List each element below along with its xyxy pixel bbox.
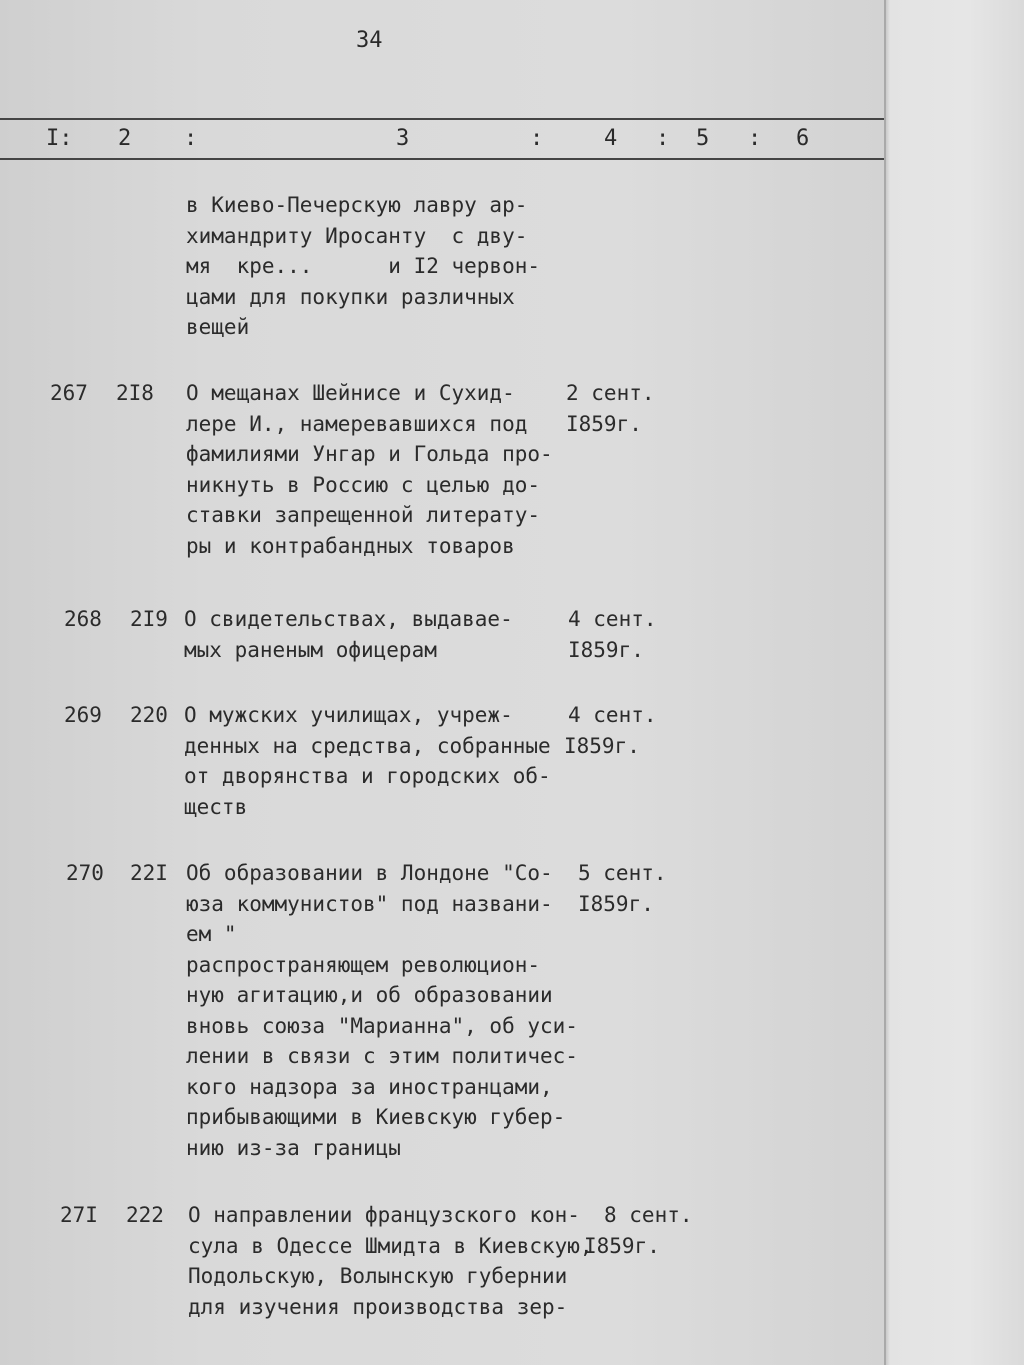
text-line: лении в связи с этим политичес- xyxy=(186,1044,578,1068)
header-sep-3: : xyxy=(656,126,670,151)
page-number: 34 xyxy=(356,28,383,53)
text-line: от дворянства и городских об- xyxy=(184,764,551,788)
header-sep-4: : xyxy=(748,126,762,151)
text-line: распространяющем революцион- xyxy=(186,952,541,977)
next-page-edge xyxy=(884,0,1024,1365)
header-col-3: 3 xyxy=(396,126,410,151)
entry-number: 268 xyxy=(64,607,102,631)
entry-number: 269 xyxy=(64,703,102,727)
text-line: фамилиями Унгар и Гольда про- xyxy=(186,442,553,466)
entry-description xyxy=(186,378,553,561)
header-col-1: I: xyxy=(46,126,73,151)
continuation-text xyxy=(186,190,540,343)
text-line: ем " xyxy=(186,922,237,946)
date-day: 8 сент. xyxy=(604,1203,693,1227)
entry-date xyxy=(578,858,667,919)
text-line: ную агитацию,и об образовании xyxy=(186,983,553,1007)
text-line: для изучения производства зер- xyxy=(188,1294,568,1319)
date-day: 4 сент. xyxy=(568,703,657,727)
text-line: О мужских училищах, учреж- xyxy=(184,703,513,727)
text-line: химандриту Иросанту с дву- xyxy=(186,223,528,248)
text-line: нию из-за границы xyxy=(186,1135,401,1160)
text-line: денных на средства, собранные xyxy=(184,733,551,758)
header-col-2: 2 xyxy=(118,126,132,151)
date-day: 4 сент. xyxy=(568,607,657,631)
text-line: ры и контрабандных товаров xyxy=(186,533,515,558)
entry-item: 22I xyxy=(130,861,168,885)
text-line: лере И., намеревавшихся под xyxy=(186,411,528,436)
entry-description xyxy=(184,604,513,665)
date-day: 2 сент. xyxy=(566,381,655,405)
entry-description xyxy=(186,858,578,1163)
text-line: никнуть в Россию с целью до- xyxy=(186,472,541,497)
date-year: I859г. xyxy=(568,637,644,662)
header-sep-2: : xyxy=(530,126,544,151)
entry-date xyxy=(584,1200,693,1261)
text-line: Об образовании в Лондоне "Со- xyxy=(186,861,553,885)
header-col-4: 4 xyxy=(604,126,618,151)
entry-number: 27I xyxy=(60,1203,98,1227)
text-line: О свидетельствах, выдавае- xyxy=(184,607,513,631)
text-line: юза коммунистов" под названи- xyxy=(186,891,553,916)
text-line: в Киево-Печерскую лавру ар- xyxy=(186,193,528,217)
text-line: вещей xyxy=(186,315,250,339)
entry-date xyxy=(566,378,655,439)
text-line: О мещанах Шейнисе и Сухид- xyxy=(186,381,515,405)
entry-item: 2I9 xyxy=(130,607,168,631)
entry-item: 2I8 xyxy=(116,381,154,405)
header-col-5: 5 xyxy=(696,126,710,151)
entry-description xyxy=(188,1200,593,1322)
entry-item: 222 xyxy=(126,1203,164,1227)
entry-number: 270 xyxy=(66,861,104,885)
text-line: сула в Одессе Шмидта в Киевскую, xyxy=(188,1233,593,1258)
date-year: I859г. xyxy=(566,411,642,436)
header-top-rule xyxy=(0,118,884,120)
text-line: прибывающими в Киевскую губер- xyxy=(186,1105,566,1129)
entry-item: 220 xyxy=(130,703,168,727)
entry-number: 267 xyxy=(50,381,88,405)
header-col-6: 6 xyxy=(796,126,810,151)
entry-date xyxy=(568,604,657,665)
text-line: мя кре... и I2 червон- xyxy=(186,254,541,278)
date-day: 5 сент. xyxy=(578,861,667,885)
text-line: Подольскую, Волынскую губернии xyxy=(188,1264,568,1288)
date-year: I859г. xyxy=(564,733,640,758)
entry-description xyxy=(184,700,551,822)
entry-date xyxy=(564,700,657,761)
header-bottom-rule xyxy=(0,158,884,160)
date-year: I859г. xyxy=(584,1233,660,1258)
date-year: I859г. xyxy=(578,891,654,916)
text-line: цами для покупки различных xyxy=(186,284,515,309)
text-line: вновь союза "Марианна", об уси- xyxy=(186,1013,578,1038)
text-line: кого надзора за иностранцами, xyxy=(186,1074,553,1099)
text-line: ществ xyxy=(184,794,248,819)
text-line: мых раненым офицерам xyxy=(184,637,437,662)
text-line: О направлении французского кон- xyxy=(188,1203,580,1227)
text-line: ставки запрещенной литерату- xyxy=(186,503,541,527)
header-sep-1: : xyxy=(184,126,198,151)
